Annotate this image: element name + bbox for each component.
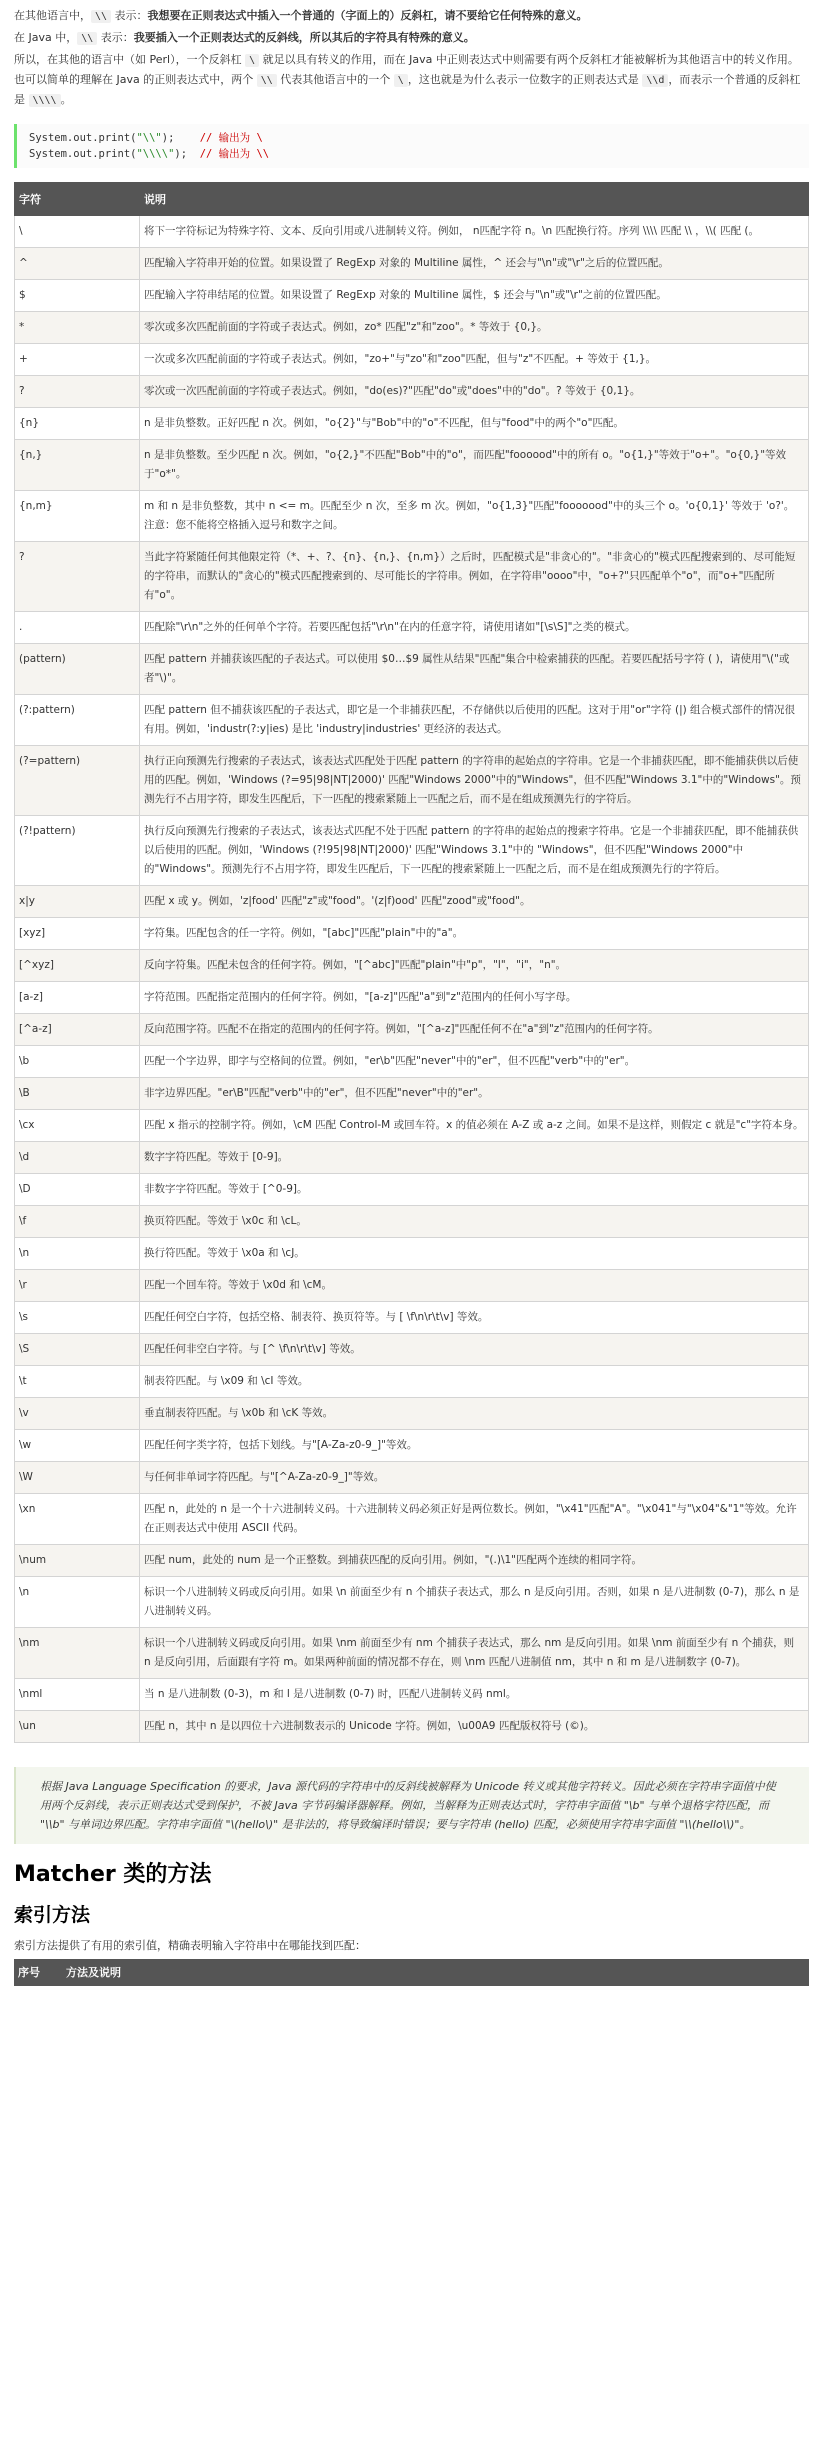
table-row bbox=[15, 376, 809, 408]
table-row bbox=[15, 950, 809, 982]
java-spec-note: 根据 Java Language Specification 的要求，Java 源代码的字符串中的反斜线被解释为 Unicode 转义或其他字符转义。因此必须在字符串字面值中使用两个反斜线，表示正则表达式受到保护，不被 Java 字节码编译器解释。例如，当解释为正则表达式时，字符串字面值 "\b" 与单个退格字符匹配，而 "\\b" 与单词边界匹配。字符串字面值 "\(hello\)" 是非法的，将导致编译时错误；要与字符串 (hello) 匹配，必须使用字符串字面值 "\\(hello\\)"。 bbox=[14, 1767, 809, 1844]
regex-desc-cell: 反向字符集。匹配未包含的任何字符。例如，"[^abc]"匹配"plain"中"p"，"l"，"i"，"n"。 bbox=[140, 950, 809, 982]
regex-char-cell: \nm bbox=[15, 1628, 140, 1679]
table-row bbox=[15, 248, 809, 280]
regex-char-cell: \B bbox=[15, 1078, 140, 1110]
regex-desc-cell: 匹配一个回车符。等效于 \x0d 和 \cM。 bbox=[140, 1270, 809, 1302]
table-row bbox=[15, 1206, 809, 1238]
table-row bbox=[15, 982, 809, 1014]
table-row bbox=[15, 644, 809, 695]
table-row bbox=[15, 746, 809, 816]
regex-desc-cell: 制表符匹配。与 \x09 和 \cI 等效。 bbox=[140, 1366, 809, 1398]
regex-desc-cell: 匹配除"\r\n"之外的任何单个字符。若要匹配包括"\r\n"在内的任意字符，请使用诸如"[\s\S]"之类的模式。 bbox=[140, 612, 809, 644]
regex-char-cell: \un bbox=[15, 1711, 140, 1743]
intro-section bbox=[14, 6, 809, 110]
table-row bbox=[15, 1078, 809, 1110]
column-header-desc: 说明 bbox=[140, 183, 809, 216]
matcher-methods-heading: Matcher 类的方法 bbox=[14, 1862, 212, 1887]
table-row bbox=[15, 1046, 809, 1078]
regex-char-cell: . bbox=[15, 612, 140, 644]
table-row bbox=[15, 1142, 809, 1174]
regex-char-cell: \n bbox=[15, 1577, 140, 1628]
regex-desc-cell: 反向范围字符。匹配不在指定的范围内的任何字符。例如，"[^a-z]"匹配任何不在"a"到"z"范围内的任何字符。 bbox=[140, 1014, 809, 1046]
intro-paragraph-other-languages: 在其他语言中， \\ 表示：我想要在正则表达式中插入一个普通的（字面上的）反斜杠，请不要给它任何特殊的意义。 bbox=[14, 9, 588, 22]
regex-desc-cell: 执行正向预测先行搜索的子表达式，该表达式匹配处于匹配 pattern 的字符串的起始点的字符串。它是一个非捕获匹配，即不能捕获供以后使用的匹配。例如，'Windows (?=95|98|NT|2000)' 匹配"Windows 2000"中的"Windows"，但不匹配"Windows 3.1"中的"Windows"。预测先行不占用字符，即发生匹配后，下一匹配的搜索紧随上一匹配之后，而不是在组成预测先行的字符后。 bbox=[140, 746, 809, 816]
regex-desc-cell: n 是非负整数。至少匹配 n 次。例如，"o{2,}"不匹配"Bob"中的"o"，而匹配"foooood"中的所有 o。"o{1,}"等效于"o+"。"o{0,}"等效于"o*"。 bbox=[140, 440, 809, 491]
table-row bbox=[15, 1366, 809, 1398]
regex-char-cell: \v bbox=[15, 1398, 140, 1430]
code-example-block bbox=[14, 124, 809, 168]
regex-char-cell: \D bbox=[15, 1174, 140, 1206]
table-header-row bbox=[14, 1959, 809, 1986]
regex-char-cell: \b bbox=[15, 1046, 140, 1078]
inline-code: \\ bbox=[91, 10, 111, 23]
regex-char-cell: [^xyz] bbox=[15, 950, 140, 982]
regex-char-cell: [a-z] bbox=[15, 982, 140, 1014]
regex-char-cell: \S bbox=[15, 1334, 140, 1366]
regex-char-cell: [^a-z] bbox=[15, 1014, 140, 1046]
regex-desc-cell: 数字字符匹配。等效于 [0-9]。 bbox=[140, 1142, 809, 1174]
intro-paragraph-explanation: 所以，在其他的语言中（如 Perl），一个反斜杠 \ 就足以具有转义的作用，而在 Java 中正则表达式中则需要有两个反斜杠才能被解析为其他语言中的转义作用。也可以简单的理解在 Java 的正则表达式中，两个 \\ 代表其他语言中的一个 \ ，这也就是为什么表示一位数字的正则表达式是 \\d ，而表示一个普通的反斜杠是 \\\\ 。 bbox=[14, 53, 801, 106]
regex-char-cell: \s bbox=[15, 1302, 140, 1334]
regex-desc-cell: 标识一个八进制转义码或反向引用。如果 \n 前面至少有 n 个捕获子表达式，那么 n 是反向引用。否则，如果 n 是八进制数 (0-7)，那么 n 是八进制转义码。 bbox=[140, 1577, 809, 1628]
regex-desc-cell: 换页符匹配。等效于 \x0c 和 \cL。 bbox=[140, 1206, 809, 1238]
regex-desc-cell: 匹配 pattern 但不捕获该匹配的子表达式，即它是一个非捕获匹配，不存储供以后使用的匹配。这对于用"or"字符 (|) 组合模式部件的情况很有用。例如，'industr(?:y|ies) 是比 'industry|industries' 更经济的表达式。 bbox=[140, 695, 809, 746]
column-header-method: 方法及说明 bbox=[62, 1959, 809, 1986]
inline-code: \\ bbox=[77, 32, 97, 45]
regex-desc-cell: 当此字符紧随任何其他限定符（*、+、?、{n}、{n,}、{n,m}）之后时，匹配模式是"非贪心的"。"非贪心的"模式匹配搜索到的、尽可能短的字符串，而默认的"贪心的"模式匹配搜索到的、尽可能长的字符串。例如，在字符串"oooo"中，"o+?"只匹配单个"o"，而"o+"匹配所有"o"。 bbox=[140, 542, 809, 612]
regex-desc-cell: 匹配输入字符串开始的位置。如果设置了 RegExp 对象的 Multiline 属性，^ 还会与"\n"或"\r"之后的位置匹配。 bbox=[140, 248, 809, 280]
regex-char-cell: [xyz] bbox=[15, 918, 140, 950]
table-row bbox=[15, 491, 809, 542]
regex-desc-cell: 匹配 n，此处的 n 是一个十六进制转义码。十六进制转义码必须正好是两位数长。例如，"\x41"匹配"A"。"\x041"与"\x04"&"1"等效。允许在正则表达式中使用 ASCII 代码。 bbox=[140, 1494, 809, 1545]
regex-desc-cell: 匹配 pattern 并捕获该匹配的子表达式。可以使用 $0…$9 属性从结果"匹配"集合中检索捕获的匹配。若要匹配括号字符 ( )，请使用"\("或者"\)"。 bbox=[140, 644, 809, 695]
table-row bbox=[15, 440, 809, 491]
regex-char-cell: \ bbox=[15, 216, 140, 248]
code-line: System.out.print("\\"); // 输出为 \ bbox=[29, 132, 263, 144]
regex-char-cell: \t bbox=[15, 1366, 140, 1398]
table-row bbox=[15, 816, 809, 886]
column-header-char: 字符 bbox=[15, 183, 140, 216]
regex-char-cell: \d bbox=[15, 1142, 140, 1174]
regex-desc-cell: 匹配任何字类字符，包括下划线。与"[A-Za-z0-9_]"等效。 bbox=[140, 1430, 809, 1462]
column-header-number: 序号 bbox=[14, 1959, 62, 1986]
regex-desc-cell: 执行反向预测先行搜索的子表达式，该表达式匹配不处于匹配 pattern 的字符串的起始点的搜索字符串。它是一个非捕获匹配，即不能捕获供以后使用的匹配。例如，'Windows (?!95|98|NT|2000)' 匹配"Windows 3.1"中的 "Windows"，但不匹配"Windows 2000"中的"Windows"。预测先行不占用字符，即发生匹配后，下一匹配的搜索紧随上一匹配之后，而不是在组成预测先行的字符后。 bbox=[140, 816, 809, 886]
regex-char-cell: {n,} bbox=[15, 440, 140, 491]
table-row bbox=[15, 1398, 809, 1430]
table-row bbox=[15, 1302, 809, 1334]
table-header-row bbox=[15, 183, 809, 216]
regex-char-cell: (?!pattern) bbox=[15, 816, 140, 886]
table-row bbox=[15, 886, 809, 918]
table-row bbox=[15, 1334, 809, 1366]
regex-desc-cell: 匹配 x 指示的控制字符。例如，\cM 匹配 Control-M 或回车符。x 的值必须在 A-Z 或 a-z 之间。如果不是这样，则假定 c 就是"c"字符本身。 bbox=[140, 1110, 809, 1142]
inline-code: \\ bbox=[257, 74, 277, 87]
regex-char-cell: $ bbox=[15, 280, 140, 312]
regex-desc-cell: 匹配任何非空白字符。与 [^ \f\n\r\t\v] 等效。 bbox=[140, 1334, 809, 1366]
table-row bbox=[15, 1430, 809, 1462]
regex-char-cell: ^ bbox=[15, 248, 140, 280]
regex-desc-cell: 将下一字符标记为特殊字符、文本、反向引用或八进制转义符。例如， n匹配字符 n。\n 匹配换行符。序列 \\\\ 匹配 \\ ，\\( 匹配 (。 bbox=[140, 216, 809, 248]
regex-desc-cell: 当 n 是八进制数 (0-3)，m 和 l 是八进制数 (0-7) 时，匹配八进制转义码 nml。 bbox=[140, 1679, 809, 1711]
regex-char-cell: * bbox=[15, 312, 140, 344]
table-row bbox=[15, 344, 809, 376]
table-row bbox=[15, 312, 809, 344]
regex-char-cell: \W bbox=[15, 1462, 140, 1494]
regex-char-cell: \f bbox=[15, 1206, 140, 1238]
emphasis-text: 我想要在正则表达式中插入一个普通的（字面上的）反斜杠，请不要给它任何特殊的意义。 bbox=[147, 9, 588, 22]
regex-desc-cell: 匹配 n，其中 n 是以四位十六进制数表示的 Unicode 字符。例如，\u00A9 匹配版权符号 (©)。 bbox=[140, 1711, 809, 1743]
table-row bbox=[15, 1174, 809, 1206]
regex-char-cell: ? bbox=[15, 376, 140, 408]
inline-code: \\\\ bbox=[29, 94, 61, 107]
table-row bbox=[15, 1545, 809, 1577]
table-row bbox=[15, 1679, 809, 1711]
regex-desc-cell: n 是非负整数。正好匹配 n 次。例如，"o{2}"与"Bob"中的"o"不匹配，但与"food"中的两个"o"匹配。 bbox=[140, 408, 809, 440]
regex-desc-cell: 非数字字符匹配。等效于 [^0-9]。 bbox=[140, 1174, 809, 1206]
regex-char-cell: \num bbox=[15, 1545, 140, 1577]
regex-char-cell: \n bbox=[15, 1238, 140, 1270]
regex-desc-cell: 垂直制表符匹配。与 \x0b 和 \cK 等效。 bbox=[140, 1398, 809, 1430]
table-row bbox=[15, 1110, 809, 1142]
regex-char-cell: \w bbox=[15, 1430, 140, 1462]
regex-desc-cell: 匹配输入字符串结尾的位置。如果设置了 RegExp 对象的 Multiline 属性，$ 还会与"\n"或"\r"之前的位置匹配。 bbox=[140, 280, 809, 312]
regex-desc-cell: 非字边界匹配。"er\B"匹配"verb"中的"er"，但不匹配"never"中的"er"。 bbox=[140, 1078, 809, 1110]
regex-desc-cell: 匹配 num，此处的 num 是一个正整数。到捕获匹配的反向引用。例如，"(.)\1"匹配两个连续的相同字符。 bbox=[140, 1545, 809, 1577]
regex-desc-cell: 匹配任何空白字符，包括空格、制表符、换页符等。与 [ \f\n\r\t\v] 等效。 bbox=[140, 1302, 809, 1334]
inline-code: \ bbox=[394, 74, 408, 87]
regex-desc-cell: 零次或一次匹配前面的字符或子表达式。例如，"do(es)?"匹配"do"或"does"中的"do"。? 等效于 {0,1}。 bbox=[140, 376, 809, 408]
regex-char-cell: {n,m} bbox=[15, 491, 140, 542]
regex-desc-cell: 字符集。匹配包含的任一字符。例如，"[abc]"匹配"plain"中的"a"。 bbox=[140, 918, 809, 950]
regex-desc-cell: 换行符匹配。等效于 \x0a 和 \cJ。 bbox=[140, 1238, 809, 1270]
table-row bbox=[15, 612, 809, 644]
regex-char-cell: \r bbox=[15, 1270, 140, 1302]
regex-desc-cell: 零次或多次匹配前面的字符或子表达式。例如，zo* 匹配"z"和"zoo"。* 等效于 {0,}。 bbox=[140, 312, 809, 344]
regex-char-cell: (pattern) bbox=[15, 644, 140, 695]
table-body bbox=[15, 216, 809, 1743]
table-row bbox=[15, 1014, 809, 1046]
table-row bbox=[15, 1628, 809, 1679]
table-row bbox=[15, 542, 809, 612]
table-row bbox=[15, 1494, 809, 1545]
table-row bbox=[15, 408, 809, 440]
regex-desc-cell: 标识一个八进制转义码或反向引用。如果 \nm 前面至少有 nm 个捕获子表达式，那么 nm 是反向引用。如果 \nm 前面至少有 n 个捕获，则 n 是反向引用，后面跟有字符 m。如果两种前面的情况都不存在，则 \nm 匹配八进制值 nm，其中 n 和 m 是八进制数字 (0-7)。 bbox=[140, 1628, 809, 1679]
table-row bbox=[15, 1711, 809, 1743]
index-methods-table bbox=[14, 1959, 809, 1986]
regex-char-cell: \xn bbox=[15, 1494, 140, 1545]
inline-code: \ bbox=[245, 54, 259, 67]
regex-char-cell: (?:pattern) bbox=[15, 695, 140, 746]
regex-char-cell: + bbox=[15, 344, 140, 376]
regex-desc-cell: 匹配一个字边界，即字与空格间的位置。例如，"er\b"匹配"never"中的"er"，但不匹配"verb"中的"er"。 bbox=[140, 1046, 809, 1078]
inline-code: \\d bbox=[642, 74, 668, 87]
emphasis-text: 我要插入一个正则表达式的反斜线，所以其后的字符具有特殊的意义。 bbox=[133, 31, 475, 44]
regex-desc-cell: 一次或多次匹配前面的字符或子表达式。例如，"zo+"与"zo"和"zoo"匹配，但与"z"不匹配。+ 等效于 {1,}。 bbox=[140, 344, 809, 376]
table-row bbox=[15, 1577, 809, 1628]
regex-syntax-table bbox=[14, 182, 809, 1743]
table-row bbox=[15, 1238, 809, 1270]
regex-char-cell: \nml bbox=[15, 1679, 140, 1711]
table-row bbox=[15, 695, 809, 746]
table-row bbox=[15, 918, 809, 950]
table-row bbox=[15, 280, 809, 312]
table-row bbox=[15, 1462, 809, 1494]
code-line: System.out.print("\\\\"); // 输出为 \\ bbox=[29, 148, 270, 160]
regex-desc-cell: 字符范围。匹配指定范围内的任何字符。例如，"[a-z]"匹配"a"到"z"范围内的任何小写字母。 bbox=[140, 982, 809, 1014]
regex-char-cell: x|y bbox=[15, 886, 140, 918]
table-row bbox=[15, 216, 809, 248]
intro-paragraph-java: 在 Java 中， \\ 表示：我要插入一个正则表达式的反斜线，所以其后的字符具有特殊的意义。 bbox=[14, 31, 475, 44]
regex-char-cell: \cx bbox=[15, 1110, 140, 1142]
regex-char-cell: ? bbox=[15, 542, 140, 612]
regex-char-cell: (?=pattern) bbox=[15, 746, 140, 816]
regex-char-cell: {n} bbox=[15, 408, 140, 440]
table-row bbox=[15, 1270, 809, 1302]
regex-desc-cell: 与任何非单词字符匹配。与"[^A-Za-z0-9_]"等效。 bbox=[140, 1462, 809, 1494]
index-methods-description: 索引方法提供了有用的索引值，精确表明输入字符串中在哪能找到匹配： bbox=[14, 1939, 366, 1952]
regex-desc-cell: 匹配 x 或 y。例如，'z|food' 匹配"z"或"food"。'(z|f)ood' 匹配"zood"或"food"。 bbox=[140, 886, 809, 918]
index-methods-heading: 索引方法 bbox=[14, 1904, 91, 1926]
regex-desc-cell: m 和 n 是非负整数，其中 n <= m。匹配至少 n 次，至多 m 次。例如，"o{1,3}"匹配"fooooood"中的头三个 o。'o{0,1}' 等效于 'o?'。注意：您不能将空格插入逗号和数字之间。 bbox=[140, 491, 809, 542]
